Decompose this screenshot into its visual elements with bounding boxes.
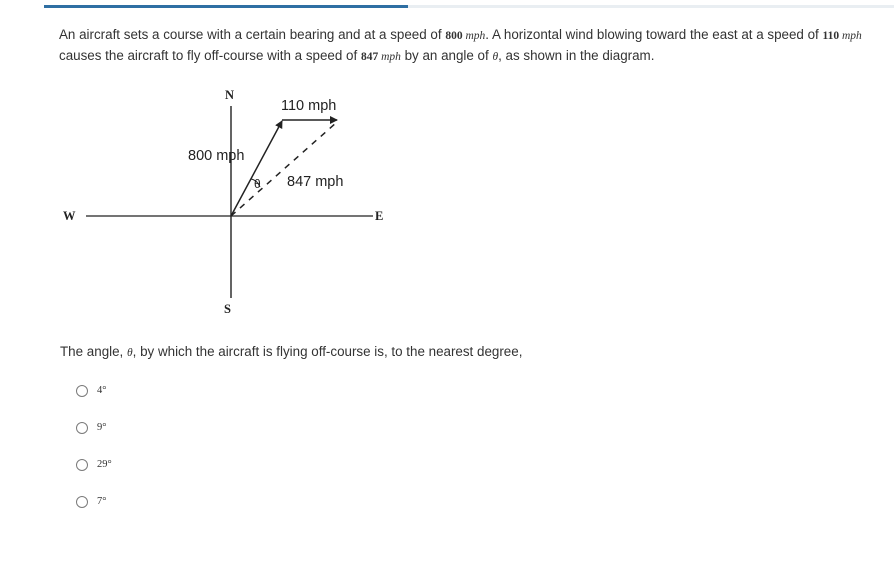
prompt-text — [60, 344, 522, 359]
speed-800: 800 mph — [445, 30, 486, 42]
theta-symbol: θ — [492, 51, 499, 63]
option-label: 29° — [97, 459, 112, 470]
progress-bar — [44, 5, 894, 8]
question-text — [59, 25, 879, 67]
question-part-5: , as shown in the diagram. — [498, 48, 655, 63]
radio-button[interactable] — [76, 496, 88, 508]
radio-button[interactable] — [76, 385, 88, 397]
vector-diagram — [55, 80, 395, 325]
speed-110: 110 mph — [822, 30, 862, 42]
option-9-degrees[interactable] — [76, 420, 112, 457]
option-29-degrees[interactable] — [76, 457, 112, 494]
label-800-mph: 800 mph — [188, 148, 245, 164]
option-label: 4° — [97, 385, 107, 396]
question-part-3: causes the aircraft to fly off-course with a speed of — [59, 48, 361, 63]
label-110-mph: 110 mph — [281, 98, 337, 114]
vector-847 — [231, 122, 337, 216]
option-label: 9° — [97, 422, 107, 433]
prompt-after: , by which the aircraft is flying off-course is, to the nearest degree, — [132, 344, 523, 359]
radio-button[interactable] — [76, 459, 88, 471]
west-label: W — [63, 209, 76, 223]
speed-847: 847 mph — [360, 51, 401, 63]
label-847-mph: 847 mph — [287, 174, 344, 190]
prompt-before: The angle, — [60, 344, 127, 359]
option-label: 7° — [97, 496, 107, 507]
vector-800 — [231, 121, 282, 216]
south-label: S — [224, 302, 231, 316]
progress-bar-fill — [44, 5, 408, 8]
prompt-theta: θ — [127, 347, 133, 359]
question-part-1: An aircraft sets a course with a certain bearing and at a speed of — [59, 27, 446, 42]
question-part-2: . A horizontal wind blowing toward the east at a speed of — [485, 27, 823, 42]
option-4-degrees[interactable] — [76, 383, 112, 420]
east-label: E — [375, 209, 384, 223]
angle-label: θ — [254, 177, 261, 191]
radio-button[interactable] — [76, 422, 88, 434]
north-label: N — [225, 88, 235, 102]
question-part-4: by an angle of — [400, 48, 493, 63]
option-7-degrees[interactable] — [76, 494, 112, 531]
answer-options — [76, 383, 112, 531]
